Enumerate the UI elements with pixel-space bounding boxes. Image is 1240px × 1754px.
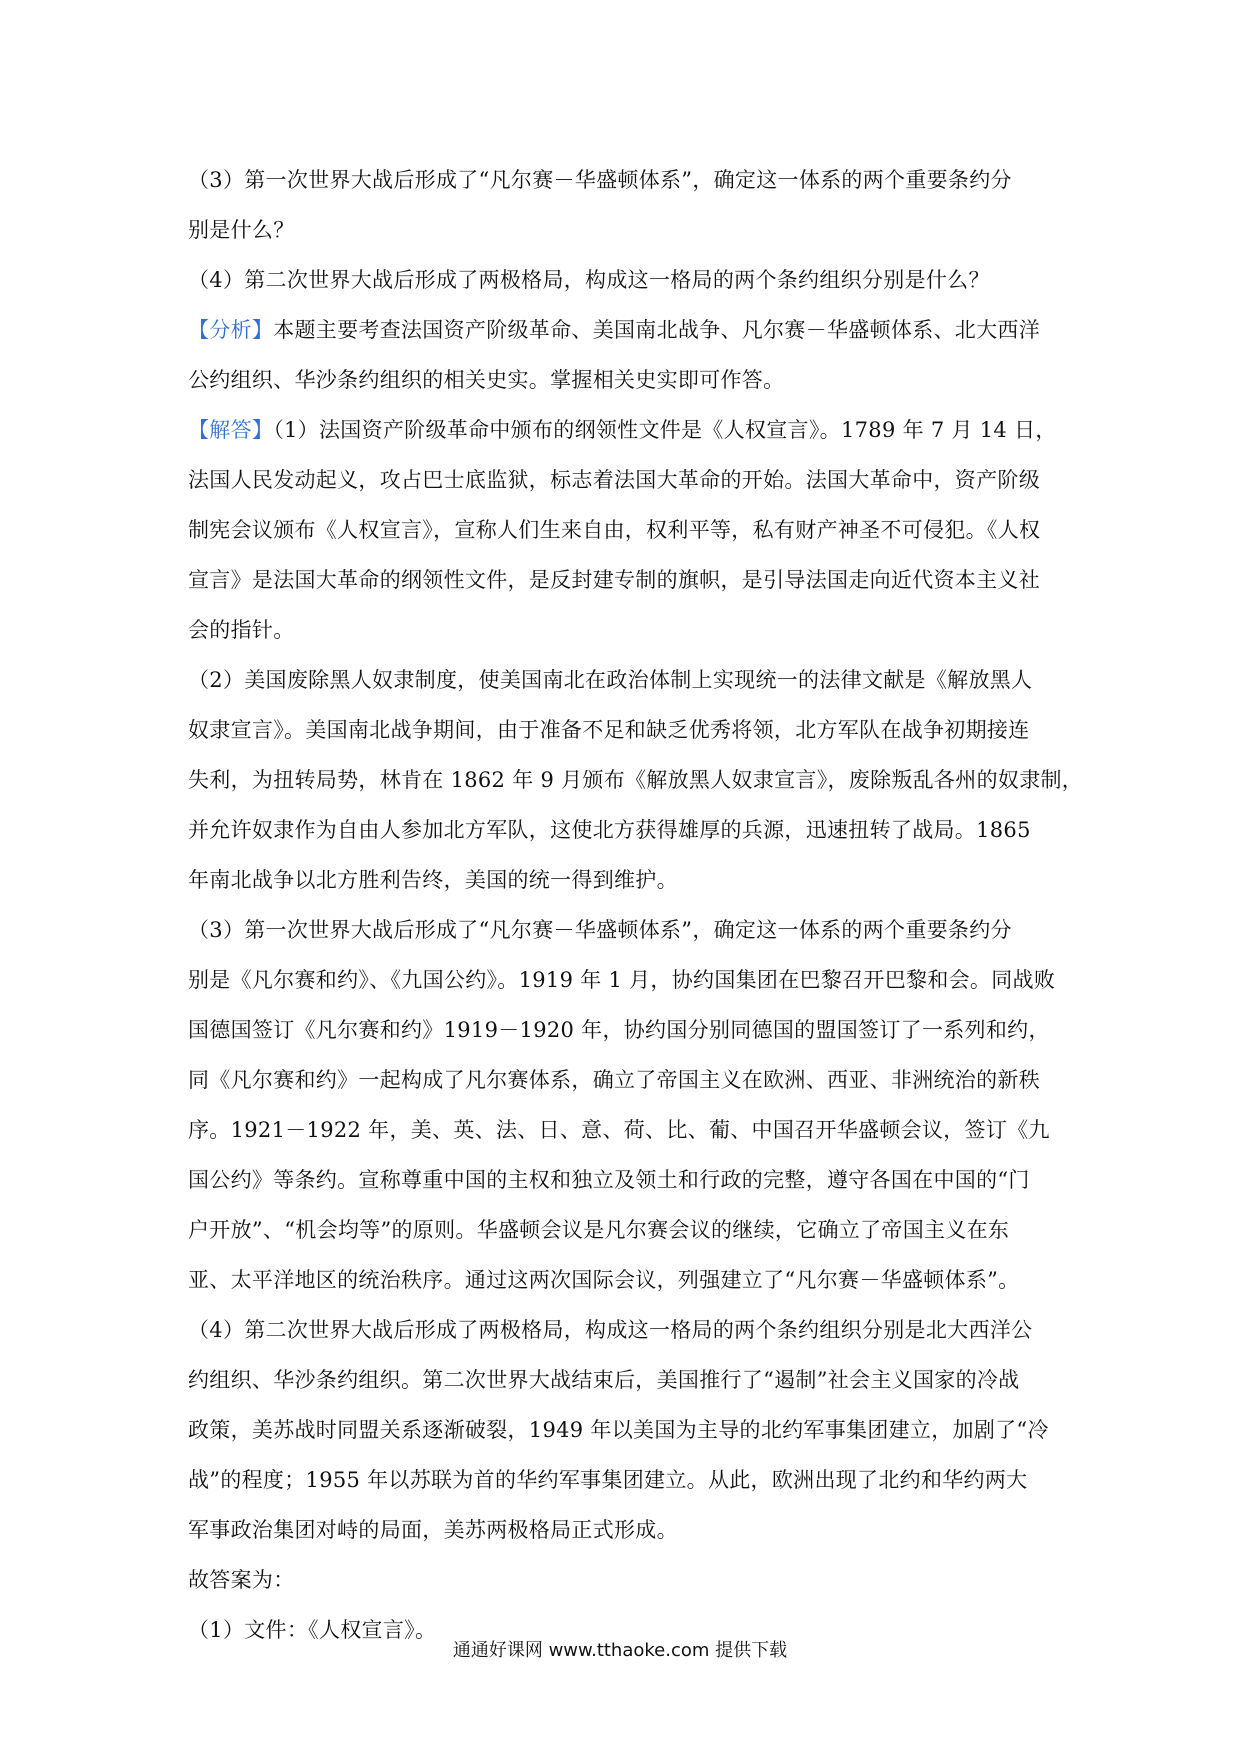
text-line: 奴隶宣言》。美国南北战争期间，由于准备不足和缺乏优秀将领，北方军队在战争初期接连 [188,718,1030,742]
text-line [188,305,1050,355]
answer-text: （1）法国资产阶级革命中颁布的纲领性文件是《人权宣言》。1789 年 7 月 14 日， [273,418,1057,442]
text-line: 约组织、华沙条约组织。第二次世界大战结束后，美国推行了“遏制”社会主义国家的冷战 [188,1368,1020,1392]
document-body [188,155,1084,1655]
text-line: （3）第一次世界大战后形成了“凡尔赛－华盛顿体系”，确定这一体系的两个重要条约分 [188,918,1012,942]
analysis-tag: 【分析】 [188,318,274,342]
text-line: 序。1921－1922 年，美、英、法、日、意、荷、比、葡、中国召开华盛顿会议，签订《九 [188,1118,1050,1142]
text-line: （4）第二次世界大战后形成了两极格局，构成这一格局的两个条约组织分别是北大西洋公 [188,1318,1033,1342]
text-line: 战”的程度；1955 年以苏联为首的华约军事集团建立。从此，欧洲出现了北约和华约两大 [188,1468,1028,1492]
text-line: （4）第二次世界大战后形成了两极格局，构成这一格局的两个条约组织分别是什么？ [188,268,990,292]
answer-part-2 [188,655,1084,905]
text-line: 宣言》是法国大革命的纲领性文件，是反封建专制的旗帜，是引导法国走向近代资本主义社 [188,568,1040,592]
question-3 [188,155,1050,255]
text-line: 并允许奴隶作为自由人参加北方军队，这使北方获得雄厚的兵源，迅速扭转了战局。1865 [188,818,1031,842]
text-line: 法国人民发动起义，攻占巴士底监狱，标志着法国大革命的开始。法国大革命中，资产阶级 [188,468,1040,492]
text-line: 故答案为： [188,1568,295,1592]
answer-part-1 [188,405,1057,655]
text-line: 国公约》等条约。宣称尊重中国的主权和独立及领土和行政的完整，遵守各国在中国的“门 [188,1168,1030,1192]
text-line: （2）美国废除黑人奴隶制度，使美国南北在政治体制上实现统一的法律文献是《解放黑人 [188,668,1033,692]
text-line: 年南北战争以北方胜利告终，美国的统一得到维护。 [188,868,678,892]
answer-tag: 【解答】 [188,418,274,442]
analysis-text: 本题主要考查法国资产阶级革命、美国南北战争、凡尔赛－华盛顿体系、北大西洋 [273,318,1040,342]
text-line: 公约组织、华沙条约组织的相关史实。掌握相关史实即可作答。 [188,368,785,392]
conclusion [188,1555,1050,1605]
question-4 [188,255,1050,305]
text-line: 失利，为扭转局势，林肯在 1862 年 9 月颁布《解放黑人奴隶宣言》，废除叛乱各州的奴隶制， [188,768,1084,792]
text-line: 亚、太平洋地区的统治秩序。通过这两次国际会议，列强建立了“凡尔赛－华盛顿体系”。 [188,1268,1020,1292]
text-line [188,405,1057,455]
text-line: 军事政治集团对峙的局面，美苏两极格局正式形成。 [188,1518,678,1542]
text-line: 制宪会议颁布《人权宣言》，宣称人们生来自由，权利平等，私有财产神圣不可侵犯。《人权 [188,518,1041,542]
text-line: 会的指针。 [188,618,295,642]
text-line: 同《凡尔赛和约》一起构成了凡尔赛体系，确立了帝国主义在欧洲、西亚、非洲统治的新秩 [188,1068,1040,1092]
text-line: 国德国签订《凡尔赛和约》1919－1920 年，协约国分别同德国的盟国签订了一系列和约， [188,1018,1050,1042]
text-line: 户开放”、“机会均等”的原则。华盛顿会议是凡尔赛会议的继续，它确立了帝国主义在东 [188,1218,1010,1242]
text-line: （1）文件：《人权宣言》。 [188,1618,437,1642]
answer-part-3 [188,905,1056,1305]
text-line: 别是《凡尔赛和约》、《九国公约》。1919 年 1 月，协约国集团在巴黎召开巴黎和会。同战败 [188,968,1056,992]
text-line: 别是什么？ [188,218,295,242]
text-line: 政策，美苏战时同盟关系逐渐破裂，1949 年以美国为主导的北约军事集团建立，加剧了“冷 [188,1418,1049,1442]
text-line: （3）第一次世界大战后形成了“凡尔赛－华盛顿体系”，确定这一体系的两个重要条约分 [188,168,1012,192]
page-footer: 通通好课网 www.tthaoke.com 提供下载 [452,1640,788,1661]
analysis-section [188,305,1050,405]
answer-part-4 [188,1305,1050,1555]
